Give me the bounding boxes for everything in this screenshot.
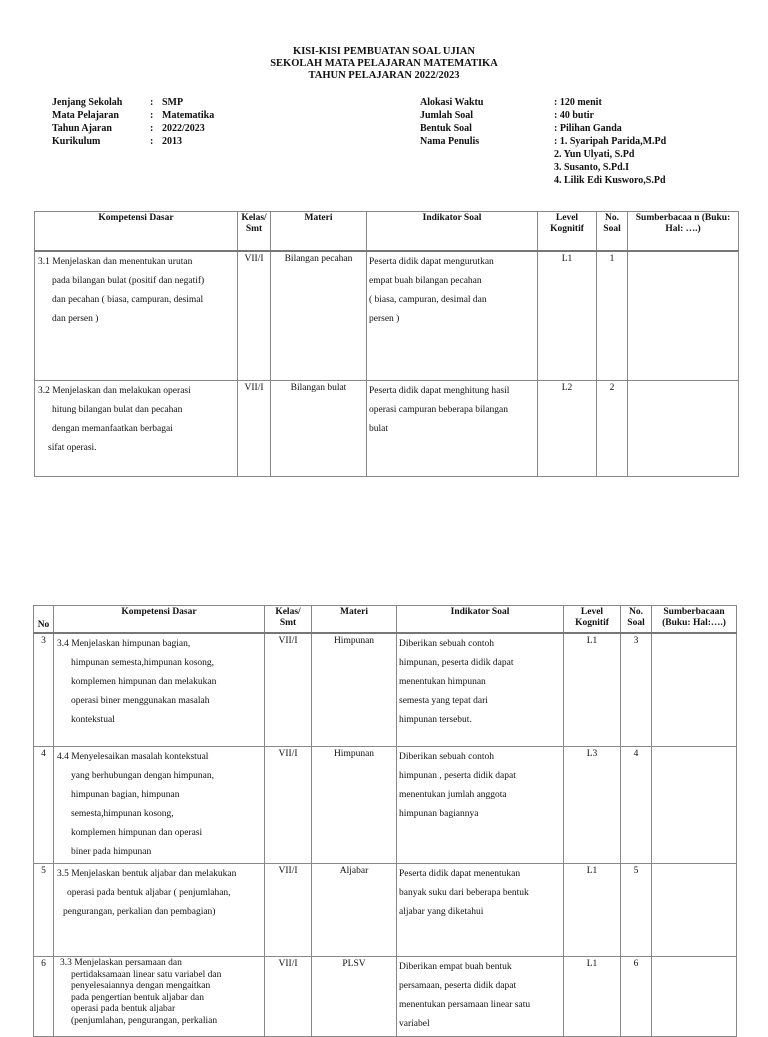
info-label: Bentuk Soal xyxy=(420,123,472,134)
indikator-cell: Diberikan sebuah contoh himpunan , peserta didik dapat menentukan jumlah anggota himpunan bagiannya xyxy=(397,747,564,864)
doc-title-line-2: SEKOLAH MATA PELAJARAN MATEMATIKA xyxy=(270,58,498,69)
info-row-bentuk xyxy=(420,122,666,135)
author-1: : 1. Syaripah Parida,M.Pd xyxy=(554,136,667,147)
info-right xyxy=(420,96,666,187)
info-row-mapel: Mata Pelajaran : Matematika xyxy=(52,110,215,121)
header-level: Level Kognitif xyxy=(538,212,597,251)
indikator-cell: Peserta didik dapat menentukan banyak suku dari beberapa bentuk aljabar yang diketahui xyxy=(397,864,564,957)
header-materi: Materi xyxy=(271,212,367,251)
header-indikator: Indikator Soal xyxy=(367,212,538,251)
materi-cell: PLSV xyxy=(312,957,397,1037)
table-row xyxy=(35,251,739,381)
header-kelas: Kelas/ Smt xyxy=(265,606,312,633)
header-no-soal: No. Soal xyxy=(597,212,628,251)
info-left xyxy=(52,96,214,148)
kelas-cell: VII/I xyxy=(265,747,312,864)
info-value: SMP xyxy=(162,97,184,108)
header-kd: Kompetensi Dasar xyxy=(35,212,238,251)
author-2: 2. Yun Ulyati, S.Pd xyxy=(554,149,635,160)
header-materi: Materi xyxy=(312,606,397,633)
indikator-cell: Diberikan sebuah contoh himpunan, peserta didik dapat menentukan himpunan semesta yang tepat dari himpunan tersebut. xyxy=(397,633,564,747)
kisi-table-2 xyxy=(33,605,737,1037)
table-row xyxy=(35,381,739,477)
info-row-alokasi xyxy=(420,96,666,109)
indikator-cell: Peserta didik dapat mengurutkan empat buah bilangan pecahan ( biasa, campuran, desimal dan persen ) xyxy=(367,251,538,381)
kelas-cell: VII/I xyxy=(265,633,312,747)
level-cell: L3 xyxy=(564,747,621,864)
info-value: Matematika xyxy=(162,110,215,121)
kd-cell: 3.5 Menjelaskan bentuk aljabar dan melakukan operasi pada bentuk aljabar ( penjumlahan, pengurangan, perkalian dan pembagian) xyxy=(54,864,265,957)
info-label: Jumlah Soal xyxy=(420,110,474,121)
info-label: Jenjang Sekolah xyxy=(52,97,123,108)
kelas-cell: VII/I xyxy=(238,251,271,381)
info-row-kurikulum: Kurikulum : 2013 xyxy=(52,136,182,147)
header-level: Level Kognitif xyxy=(564,606,621,633)
row-number: 6 xyxy=(34,957,54,1037)
header-no-soal: No. Soal xyxy=(621,606,652,633)
table-header-row xyxy=(35,212,739,251)
indikator-cell: Peserta didik dapat menghitung hasil operasi campuran beberapa bilangan bulat xyxy=(367,381,538,477)
info-value: 2013 xyxy=(162,136,182,147)
level-cell: L1 xyxy=(538,251,597,381)
info-label: Tahun Ajaran xyxy=(52,123,112,134)
level-cell: L1 xyxy=(564,864,621,957)
header-kd: Kompetensi Dasar xyxy=(54,606,265,633)
no-soal-cell: 2 xyxy=(597,381,628,477)
author-4: 4. Lilik Edi Kusworo,S.Pd xyxy=(554,175,666,186)
sumber-cell xyxy=(652,747,737,864)
info-row-jumlah xyxy=(420,109,666,122)
no-soal-cell: 5 xyxy=(621,864,652,957)
row-number: 4 xyxy=(34,747,54,864)
row-number: 3 xyxy=(34,633,54,747)
info-label: Kurikulum xyxy=(52,136,101,147)
no-soal-cell: 3 xyxy=(621,633,652,747)
info-label: Alokasi Waktu xyxy=(420,97,484,108)
info-value: : 120 menit xyxy=(554,97,602,108)
kd-cell: 3.2 Menjelaskan dan melakukan operasi hitung bilangan bulat dan pecahan dengan memanfaatkan berbagai sifat operasi. xyxy=(35,381,238,477)
level-cell: L1 xyxy=(564,633,621,747)
kd-cell: 3.4 Menjelaskan himpunan bagian, himpunan semesta,himpunan kosong, komplemen himpunan dan melakukan operasi biner menggunakan masalah kontekstual xyxy=(54,633,265,747)
no-soal-cell: 1 xyxy=(597,251,628,381)
table-row xyxy=(34,957,737,1037)
sumber-cell xyxy=(652,864,737,957)
info-value: : 40 butir xyxy=(554,110,594,121)
materi-cell: Aljabar xyxy=(312,864,397,957)
sumber-cell xyxy=(628,381,739,477)
kd-cell: 4.4 Menyelesaikan masalah kontekstual yang berhubungan dengan himpunan, himpunan bagian, himpunan semesta,himpunan kosong, komplemen himpunan dan operasi biner pada himpunan xyxy=(54,747,265,864)
info-row-penulis xyxy=(420,135,666,187)
kd-cell: 3.1 Menjelaskan dan menentukan urutan pada bilangan bulat (positif dan negatif) dan pecahan ( biasa, campuran, desimal dan persen ) xyxy=(35,251,238,381)
kisi-table-1 xyxy=(34,211,739,477)
materi-cell: Himpunan xyxy=(312,633,397,747)
header-sumber: Sumberbacaa n (Buku: Hal: ….) xyxy=(628,212,739,251)
kelas-cell: VII/I xyxy=(238,381,271,477)
table-row xyxy=(34,747,737,864)
materi-cell: Himpunan xyxy=(312,747,397,864)
header-indikator: Indikator Soal xyxy=(397,606,564,633)
table-header-row xyxy=(34,606,737,633)
sumber-cell xyxy=(652,957,737,1037)
level-cell: L2 xyxy=(538,381,597,477)
header-no: No xyxy=(34,606,54,633)
kelas-cell: VII/I xyxy=(265,864,312,957)
row-number: 5 xyxy=(34,864,54,957)
author-3: 3. Susanto, S.Pd.I xyxy=(554,162,630,173)
table-row xyxy=(34,864,737,957)
kd-cell: 3.3 Menjelaskan persamaan dan pertidaksamaan linear satu variabel dan penyelesaiannya dengan mengaitkan pada pengertian bentuk aljabar dan operasi pada bentuk aljabar (penjumlahan, pengurangan, perkalian xyxy=(54,957,265,1037)
no-soal-cell: 6 xyxy=(621,957,652,1037)
doc-title-line-1: KISI-KISI PEMBUATAN SOAL UJIAN xyxy=(293,46,475,57)
materi-cell: Bilangan bulat xyxy=(271,381,367,477)
sumber-cell xyxy=(652,633,737,747)
info-value: : Pilihan Ganda xyxy=(554,123,622,134)
doc-title-line-3: TAHUN PELAJARAN 2022/2023 xyxy=(308,70,460,81)
info-row-tahun: Tahun Ajaran : 2022/2023 xyxy=(52,123,205,134)
sumber-cell xyxy=(628,251,739,381)
info-row-jenjang: Jenjang Sekolah : SMP xyxy=(52,97,184,108)
level-cell: L1 xyxy=(564,957,621,1037)
kelas-cell: VII/I xyxy=(265,957,312,1037)
info-value: 2022/2023 xyxy=(162,123,205,134)
indikator-cell: Diberikan empat buah bentuk persamaan, peserta didik dapat menentukan persamaan linear satu variabel xyxy=(397,957,564,1037)
info-label: Mata Pelajaran xyxy=(52,110,119,121)
table-row xyxy=(34,633,737,747)
materi-cell: Bilangan pecahan xyxy=(271,251,367,381)
header-kelas: Kelas/ Smt xyxy=(238,212,271,251)
header-sumber: Sumberbacaan (Buku: Hal:….) xyxy=(652,606,737,633)
info-label: Nama Penulis xyxy=(420,136,480,147)
no-soal-cell: 4 xyxy=(621,747,652,864)
